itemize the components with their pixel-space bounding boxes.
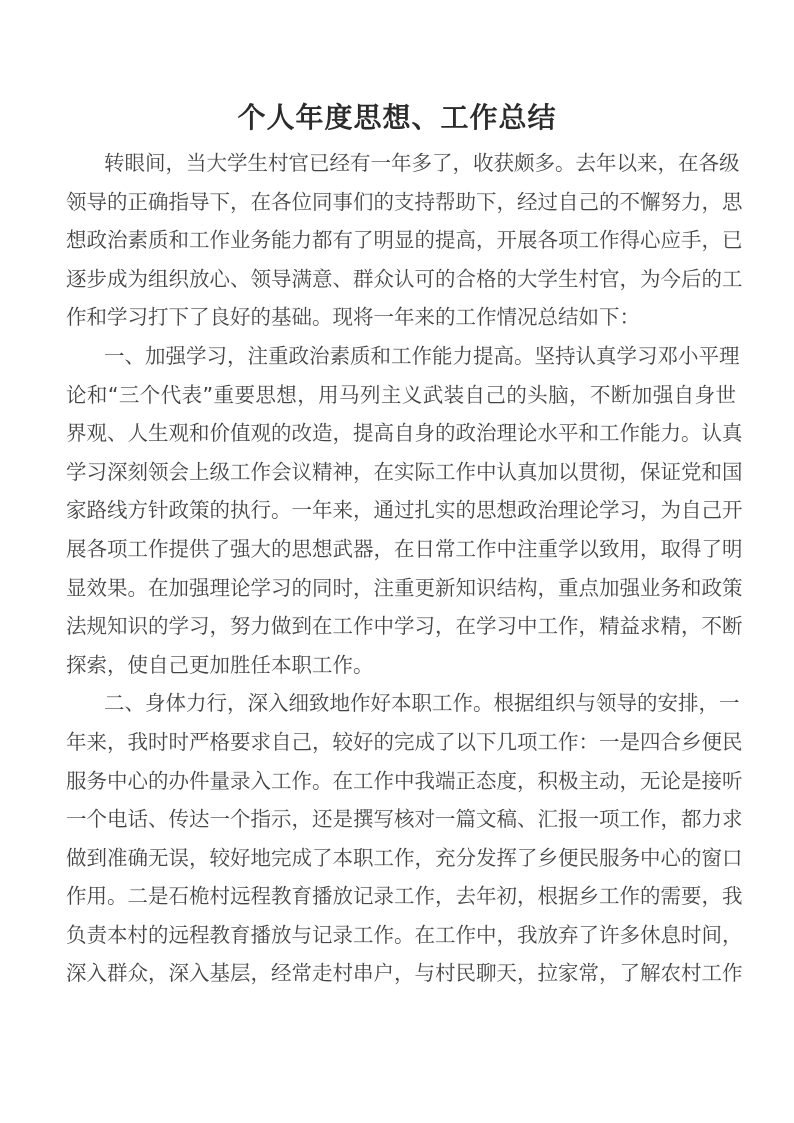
paragraph-line: 转眼间，当大学生村官已经有一年多了，收获颇多。去年以来，在各级: [104, 151, 740, 175]
paragraph-line: 逐步成为组织放心、领导满意、群众认可的合格的大学生村官，为今后的工: [66, 266, 743, 291]
paragraph-line: 显效果。在加强理论学习的同时，注重更新知识结构，重点加强业务和政策: [66, 575, 743, 600]
paragraph-line: 学习深刻领会上级工作会议精神，在实际工作中认真加以贯彻，保证党和国: [66, 459, 743, 484]
paragraph-line: 论和“三个代表”重要思想，用马列主义武装自己的头脑，不断加强自身世: [66, 382, 736, 407]
paragraph-line: 做到准确无误，较好地完成了本职工作，充分发挥了乡便民服务中心的窗口: [66, 845, 743, 870]
paragraph-line: 想政治素质和工作业务能力都有了明显的提高，开展各项工作得心应手，已: [66, 228, 743, 253]
paragraph: [66, 341, 743, 688]
paragraph-line: 界观、人生观和价值观的改造，提高自身的政治理论水平和工作能力。认真: [66, 421, 743, 446]
paragraph-line: 领导的正确指导下，在各位同事们的支持帮助下，经过自己的不懈努力，思: [66, 189, 743, 214]
document-body: [66, 148, 743, 997]
paragraph: [66, 148, 743, 341]
paragraph-line: 作和学习打下了良好的基础。现将一年来的工作情况总结如下：: [66, 305, 640, 330]
paragraph-line: 探索，使自己更加胜任本职工作。: [66, 652, 374, 677]
paragraph-line: 年来，我时时严格要求自己，较好的完成了以下几项工作：一是四合乡便民: [66, 729, 743, 754]
paragraph-line: 作用。二是石桅村远程教育播放记录工作，去年初，根据乡工作的需要，我: [66, 884, 743, 909]
paragraph-line: 展各项工作提供了强大的思想武器，在日常工作中注重学以致用，取得了明: [66, 536, 743, 561]
paragraph-line: 二、身体力行，深入细致地作好本职工作。根据组织与领导的安排，一: [104, 691, 740, 716]
document-title: 个人年度思想、工作总结: [237, 101, 557, 134]
paragraph: [66, 688, 743, 997]
paragraph-line: 法规知识的学习，努力做到在工作中学习，在学习中工作，精益求精，不断: [66, 614, 743, 639]
paragraph-line: 一个电话、传达一个指示，还是撰写核对一篇文稿、汇报一项工作，都力求: [66, 807, 743, 832]
paragraph-line: 一、加强学习，注重政治素质和工作能力提高。坚持认真学习邓小平理: [104, 343, 740, 368]
paragraph-line: 服务中心的办件量录入工作。在工作中我端正态度，积极主动，无论是接听: [66, 768, 743, 793]
paragraph-line: 深入群众，深入基层，经常走村串户，与村民聊天，拉家常，了解农村工作: [66, 961, 743, 986]
paragraph-line: 家路线方针政策的执行。一年来，通过扎实的思想政治理论学习，为自己开: [66, 498, 743, 523]
paragraph-line: 负责本村的远程教育播放与记录工作。在工作中，我放弃了许多休息时间，: [66, 922, 743, 947]
